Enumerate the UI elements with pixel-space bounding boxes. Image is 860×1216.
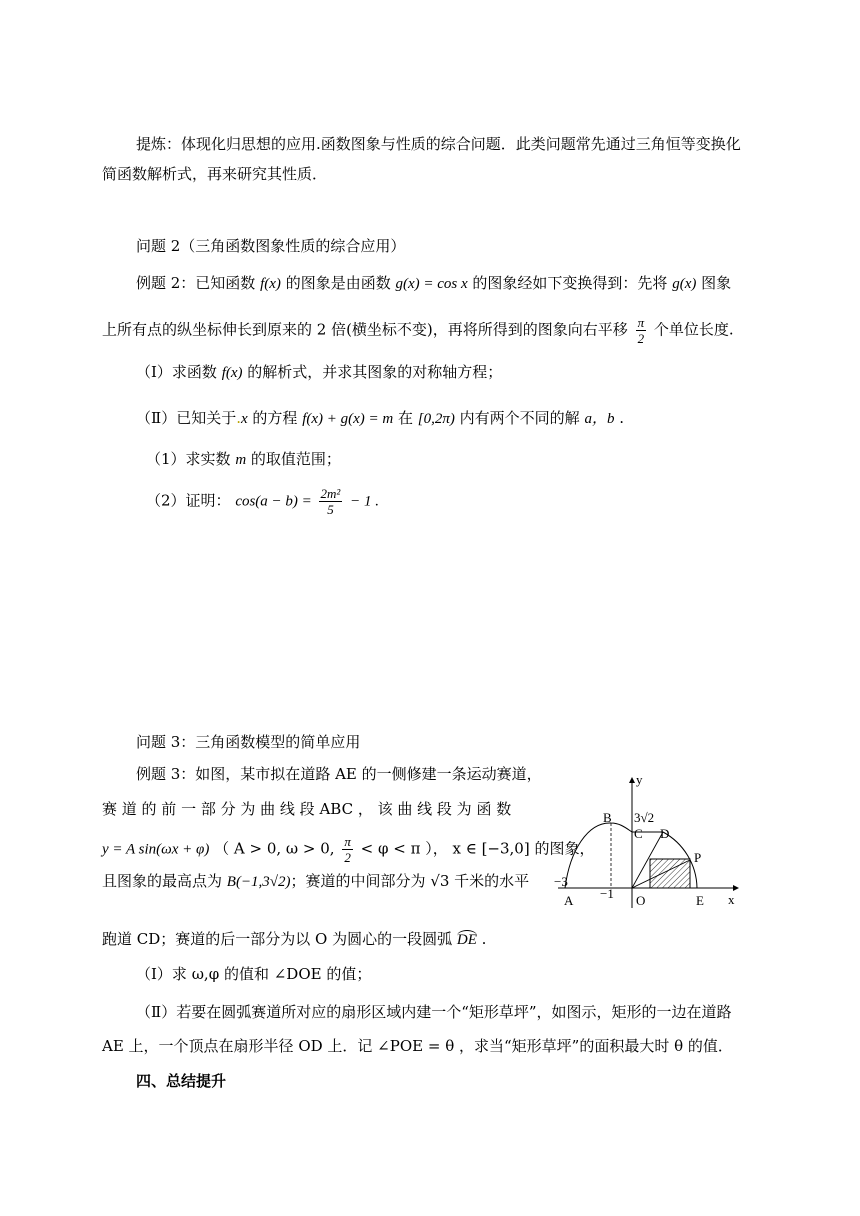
label-e: E (696, 893, 704, 908)
formula-equation: f(x) + g(x) = m (302, 411, 394, 427)
fraction-denominator: 2 (637, 331, 645, 346)
fraction-numerator: π (637, 315, 645, 330)
problem3-part-2-line-2: AE 上，一个顶点在扇形半径 OD 上．记 ∠POE = θ ，求当“矩形草坪”的面积最大时 θ 的值． (102, 1037, 733, 1055)
text-fragment: 在 (393, 409, 418, 427)
text-fragment: （1）求实数 (146, 450, 236, 468)
label-a: A (564, 893, 574, 908)
formula-arc-de: DE (456, 932, 477, 948)
text-fragment: . (476, 930, 487, 948)
text-fragment: （Ⅰ）求函数 (136, 363, 222, 381)
text-fragment: （ A > 0, ω > 0, (214, 839, 335, 858)
text-fragment: 的解析式，并求其图象的对称轴方程； (242, 363, 503, 381)
problem3-part-1: （Ⅰ）求 ω,φ 的值和 ∠DOE 的值； (136, 965, 372, 983)
problem2-sub-1 (146, 449, 860, 470)
summary-line-2: 简函数解析式，再来研究其性质． (102, 165, 328, 183)
stray-mark: . (236, 409, 241, 427)
label-o: O (636, 893, 646, 908)
text-fragment: 的方程 (247, 409, 303, 427)
text-fragment: . (614, 409, 625, 427)
text-fragment: （Ⅱ）已知关于 (136, 409, 237, 427)
problem3-heading: 问题 3：三角函数模型的简单应用 (136, 733, 361, 751)
text-fragment: 跑道 CD；赛道的后一部分为以 O 为圆心的一段圆弧 (102, 930, 457, 948)
track-figure (548, 770, 748, 912)
formula-interval: [0,2π) (417, 411, 455, 427)
text-fragment: 且图象的最高点为 (102, 872, 227, 890)
problem3-part-2-line-1: （Ⅱ）若要在圆弧赛道所对应的扇形区域内建一个“矩形草坪”，如图示，矩形的一边在道路 (136, 1003, 732, 1021)
label-y: y (636, 772, 643, 787)
problem2-part-2 (136, 408, 860, 429)
text-fragment: 的图象经如下变换得到：先将 (467, 274, 673, 292)
text-fragment: 个单位长度. (653, 320, 734, 339)
formula-gx-2: g(x) (672, 276, 697, 292)
problem2-part-1 (136, 362, 860, 383)
label-c: C (634, 826, 643, 841)
text-fragment: 图象 (696, 274, 732, 292)
formula-fx: f(x) (260, 276, 281, 292)
label-p: P (694, 850, 702, 865)
problem3-line-2: 赛 道 的 前 一 部 分 为 曲 线 段 ABC ， 该 曲 线 段 为 函 数 (102, 800, 512, 818)
fraction-denominator: 5 (327, 502, 334, 517)
problem2-example-line-1 (136, 273, 860, 294)
formula-model: y = A sin(ωx + φ) (102, 841, 210, 858)
text-fragment: 上所有点的纵坐标伸长到原来的 2 倍(横坐标不变)，再将所得到的图象向右平移 (102, 320, 628, 339)
text-fragment: （2）证明： (146, 491, 236, 510)
section-4-heading: 四、总结提升 (136, 1072, 227, 1090)
label-d: D (660, 826, 670, 841)
problem3-line-1: 例题 3：如图，某市拟在道路 AE 的一侧修建一条运动赛道， (136, 765, 542, 783)
rectangle-lawn (650, 859, 690, 888)
label-b: B (603, 810, 612, 825)
formula-cos: cos(a − b) = (235, 493, 316, 510)
formula-gx: g(x) = cos x (395, 276, 468, 292)
fraction-numerator: π (344, 834, 351, 849)
formula-fx: f(x) (221, 365, 243, 381)
problem2-example-line-2 (102, 315, 860, 346)
curve-abc (565, 823, 632, 888)
fraction-numerator: 2m² (320, 486, 341, 501)
text-fragment: 的取值范围； (246, 450, 341, 468)
problem3-line-5 (102, 929, 860, 950)
formula-tail: − 1 . (350, 493, 379, 510)
label-peak: 3√2 (634, 810, 655, 825)
label-neg1: −1 (600, 886, 614, 901)
problem2-sub-2 (146, 486, 860, 517)
fraction-pi-over-2 (636, 315, 647, 346)
formula-ab: a，b (584, 411, 615, 427)
problem2-heading: 问题 2（三角函数图象性质的综合应用） (136, 237, 406, 255)
label-x: x (728, 892, 735, 907)
fraction-pi-over-2 (342, 834, 353, 865)
fraction-denominator: 2 (344, 850, 351, 865)
formula-m: m (235, 452, 247, 468)
summary-line-1: 提炼：体现化归思想的应用.函数图象与性质的综合问题．此类问题常先通过三角恒等变换化 (136, 135, 741, 153)
label-neg3: −3 (554, 874, 568, 889)
text-fragment: 内有两个不同的解 (454, 409, 585, 427)
text-fragment: ；赛道的中间部分为 √3 千米的水平 (290, 872, 530, 890)
formula-x: x (240, 411, 248, 427)
text-fragment: < φ < π ）， x ∈ [−3,0] 的图象， (360, 839, 595, 858)
text-fragment: 的图象是由函数 (280, 274, 396, 292)
fraction-2m2-over-5 (319, 486, 343, 517)
formula-point-b: B(−1,3√2) (226, 874, 291, 890)
text-fragment: 例题 2：已知函数 (136, 274, 261, 292)
